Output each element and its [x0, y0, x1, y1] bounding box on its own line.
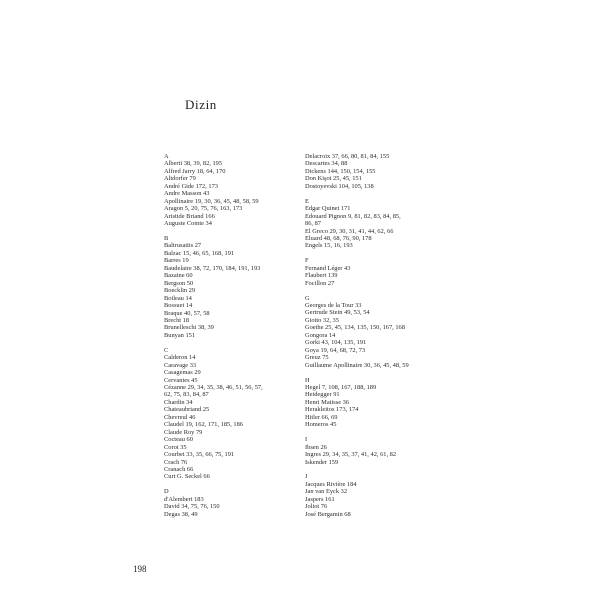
index-entry: Cervantes 45	[164, 376, 198, 384]
index-entry: Herakleitos 173, 174	[305, 406, 359, 414]
index-entry: Gertrude Stein 49, 53, 54	[305, 309, 370, 317]
index-entry: Iskender 159	[305, 458, 339, 466]
index-entry: Focillon 27	[305, 279, 335, 287]
index-entry: José Bergamin 68	[305, 510, 351, 518]
index-entry: Chateaubriand 25	[164, 406, 210, 414]
index-entry: Fernand Léger 43	[305, 264, 351, 272]
index-entry: Baudelaire 38, 72, 170, 184, 191, 193	[164, 264, 261, 272]
index-entry: Brecht 18	[164, 316, 190, 324]
index-entry: Baltrusaitis 27	[164, 242, 202, 250]
index-entry: d'Alembert 183	[164, 495, 204, 503]
index-entry: David 34, 75, 76, 150	[164, 503, 220, 511]
index-section	[305, 295, 445, 370]
index-entry: Henri Matisse 36	[305, 398, 350, 406]
index-section	[305, 473, 445, 518]
index-entry: Joliot 76	[305, 503, 328, 511]
index-left-column	[164, 153, 299, 518]
index-entry: Degas 38, 49	[164, 510, 198, 518]
section-letter: B	[164, 234, 169, 242]
index-entry: Crach 76	[164, 458, 188, 466]
index-entry: Chardin 34	[164, 398, 193, 406]
index-entry: Hegel 7, 108, 167, 188, 189	[305, 383, 377, 391]
index-entry: Gongora 14	[305, 331, 336, 339]
index-entry: Cocteau 60	[164, 436, 193, 444]
index-entry: Ingres 29, 34, 35, 37, 41, 42, 61, 82	[305, 451, 397, 459]
index-section	[305, 257, 445, 287]
index-entry: Chevreul 46	[164, 413, 196, 421]
index-entry: Courbet 33, 35, 66, 75, 191	[164, 451, 235, 459]
index-entry: Cézanne 29, 34, 35, 38, 46, 51, 56, 57,	[164, 384, 263, 392]
index-entry: Greuz 75	[305, 354, 329, 362]
section-letter: C	[164, 346, 169, 354]
index-entry: Descartes 34, 88	[305, 160, 348, 168]
index-title: Dizin	[185, 97, 217, 112]
index-entry: Bossuet 14	[164, 302, 193, 310]
index-entry: Dostoyevski 104, 105, 138	[305, 182, 374, 190]
index-entry: Aragon 5, 20, 75, 76, 163, 173	[164, 205, 243, 213]
page-number: 198	[133, 564, 147, 574]
section-letter: H	[305, 376, 310, 384]
index-entry: Edgar Quinet 171	[305, 205, 351, 213]
index-section	[164, 153, 299, 228]
index-entry: Eluard 48, 68, 76, 90, 178	[305, 234, 372, 242]
index-entry: Jan van Eyck 32	[305, 488, 348, 496]
index-section	[305, 377, 445, 429]
index-section	[164, 235, 299, 339]
index-entry: Jacques Rivière 184	[305, 480, 357, 488]
index-entry: Edouard Pignon 9, 81, 82, 83, 84, 85,	[305, 212, 401, 220]
index-entry: Heidegger 91	[305, 391, 340, 399]
section-letter: J	[305, 473, 308, 481]
index-entry: Flaubert 139	[305, 272, 338, 280]
index-entry: Claude Roy 79	[164, 428, 203, 436]
index-entry: Curt G. Seckel 66	[164, 473, 210, 481]
index-entry: Caravage 33	[164, 361, 197, 369]
index-entry: Apollinaire 19, 30, 36, 45, 48, 58, 59	[164, 197, 259, 205]
index-entry: Jaspers 161	[305, 495, 335, 503]
index-section	[305, 153, 445, 190]
index-section	[164, 347, 299, 481]
index-entry: Bazaine 60	[164, 272, 193, 280]
index-entry: Barres 19	[164, 257, 189, 265]
index-entry: 62, 75, 83, 84, 87	[164, 391, 209, 399]
index-entry: Corot 35	[164, 443, 187, 451]
index-entry: Goya 19, 64, 68, 72, 73	[305, 346, 366, 354]
index-right-column	[305, 153, 445, 518]
index-entry: 86, 87	[305, 220, 321, 228]
section-letter: E	[305, 197, 309, 205]
index-entry: Braque 40, 57, 58	[164, 309, 210, 317]
index-entry: Georges de la Tour 33	[305, 302, 362, 310]
index-entry: Casagemas 29	[164, 369, 201, 377]
index-section	[305, 436, 445, 466]
index-entry: Bergson 50	[164, 279, 194, 287]
index-entry: Balzac 15, 46, 65, 168, 191	[164, 249, 235, 257]
index-entry: Giotto 32, 35	[305, 316, 339, 324]
index-entry: Cranach 66	[164, 466, 194, 473]
section-letter: D	[164, 488, 169, 496]
index-entry: Guillaume Apollinaire 30, 36, 45, 48, 59	[305, 361, 409, 369]
index-entry: Alfred Jarry 18, 64, 170	[164, 167, 226, 175]
index-entry: Andre Masson 43	[164, 190, 210, 198]
index-entry: Goethe 25, 45, 134, 135, 150, 167, 168	[305, 324, 405, 332]
index-entry: Hitler 66, 69	[305, 413, 338, 421]
index-section	[305, 198, 445, 250]
section-letter: I	[305, 436, 308, 444]
index-entry: Claudel 19, 162, 171, 185, 186	[164, 421, 243, 429]
index-entry: Altdorfer 79	[164, 175, 196, 183]
index-entry: Ibsen 26	[305, 443, 327, 451]
index-entry: Engels 15, 16, 193	[305, 242, 353, 250]
index-entry: Boileau 14	[164, 294, 192, 302]
index-entry: El Greco 29, 30, 31, 41, 44, 62, 66	[305, 227, 394, 235]
index-entry: Aristide Briand 166	[164, 212, 215, 220]
index-entry: Delacroix 37, 66, 80, 81, 84, 155	[305, 153, 390, 160]
section-letter: A	[164, 153, 169, 160]
index-entry: Alberti 38, 39, 82, 195	[164, 160, 223, 168]
index-entry: André Gide 172, 173	[164, 182, 218, 190]
index-entry: Calderon 14	[164, 354, 196, 362]
index-entry: Don Kişot 25, 45, 151	[305, 175, 362, 183]
section-letter: G	[305, 294, 310, 302]
index-entry: Homeros 45	[305, 421, 337, 429]
section-letter: F	[305, 257, 309, 265]
index-entry: Gorki 43, 104, 135, 191	[305, 339, 367, 347]
index-section	[164, 488, 299, 518]
index-entry: Auguste Comte 34	[164, 220, 212, 228]
index-entry: Bunyan 151	[164, 331, 196, 339]
index-entry: Brunelleschi 38, 39	[164, 324, 214, 332]
index-entry: Boecklin 29	[164, 287, 196, 295]
index-entry: Dickens 144, 150, 154, 155	[305, 167, 376, 175]
